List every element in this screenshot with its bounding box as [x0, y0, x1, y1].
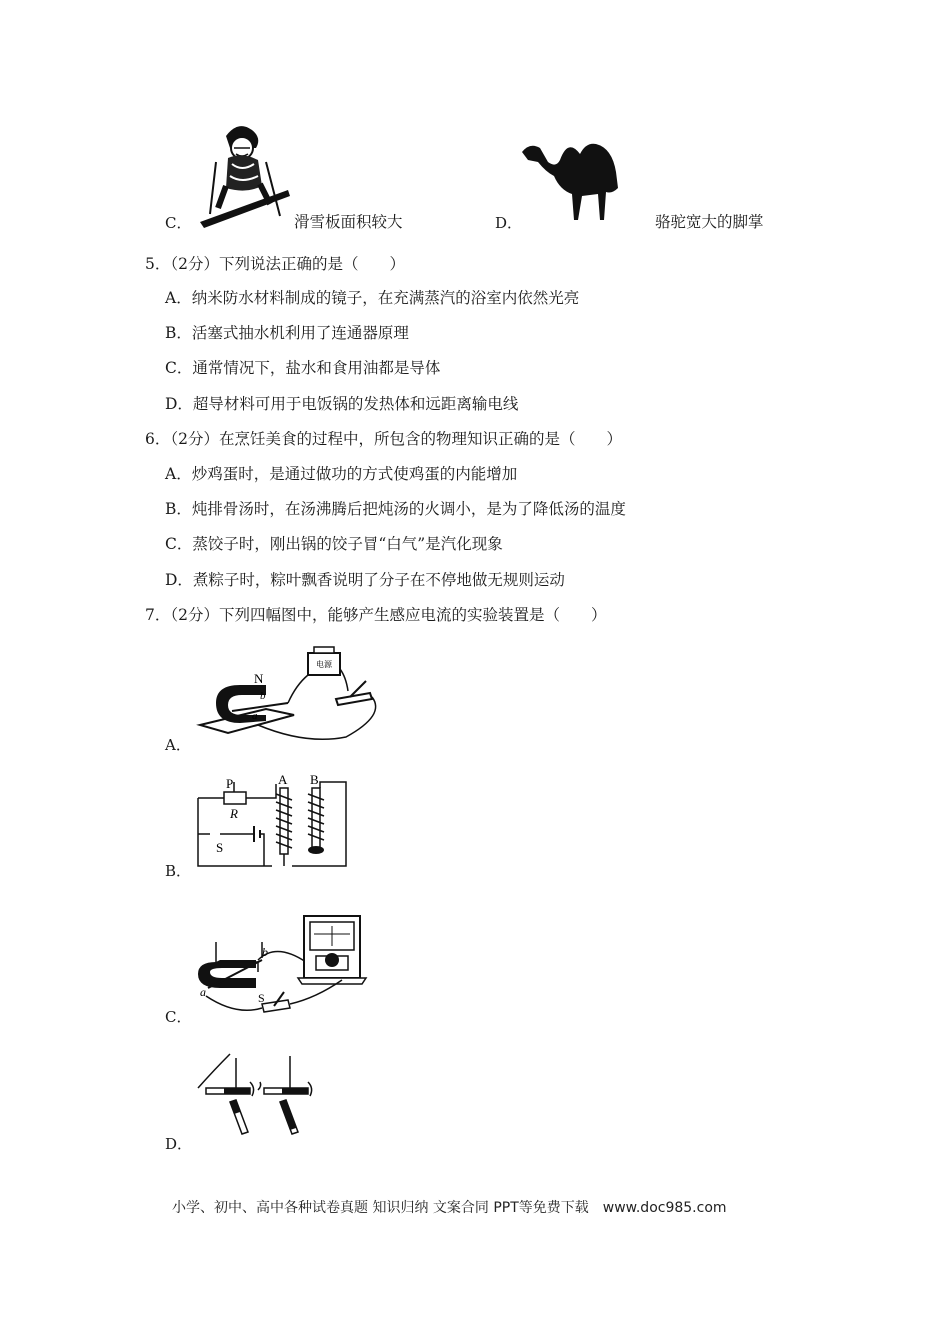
power-source-label: 电源 [316, 660, 332, 669]
q6-option-a: A．炒鸡蛋时，是通过做功的方式使鸡蛋的内能增加 [165, 465, 518, 483]
option-c-label: C． [165, 214, 192, 232]
switch-s-label: S [258, 991, 265, 1005]
q5-option-b: B．活塞式抽水机利用了连通器原理 [165, 324, 409, 342]
q5-stem: 5．（2分）下列说法正确的是（ ） [145, 255, 405, 273]
q6-option-d: D．煮粽子时，粽叶飘香说明了分子在不停地做无规则运动 [165, 571, 565, 589]
q5-option-a: A．纳米防水材料制成的镜子，在充满蒸汽的浴室内依然光亮 [165, 289, 580, 307]
switch-s-label: S [216, 840, 224, 855]
q7-label-d: D． [165, 1135, 193, 1153]
q7-label-b: B． [165, 862, 192, 880]
figure-c-induction-circuit [196, 912, 366, 1022]
conductor-a-label: a [252, 710, 258, 722]
electromagnet-a-label: A [278, 772, 288, 787]
figure-d-swinging-magnets [196, 1052, 316, 1138]
rheostat-p-label: P [226, 776, 234, 791]
option-d-label: D． [495, 214, 523, 232]
q7-label-a: A． [165, 736, 191, 754]
figure-b-electromagnet-circuit [194, 774, 354, 874]
skier-figure [196, 118, 292, 230]
q6-option-b: B．炖排骨汤时，在汤沸腾后把炖汤的火调小，是为了降低汤的温度 [165, 500, 626, 518]
camel-figure [520, 132, 624, 224]
option-c-text: 滑雪板面积较大 [294, 213, 403, 231]
conductor-b-label: b [262, 945, 268, 959]
page-footer: 小学、初中、高中各种试卷真题 知识归纳 文案合同 PPT等免费下载 www.doc985.com [172, 1200, 727, 1216]
figure-a-motor-circuit [196, 645, 386, 745]
q5-option-c: C．通常情况下，盐水和食用油都是导体 [165, 359, 441, 377]
conductor-b-label: b [260, 690, 266, 702]
q6-stem: 6．（2分）在烹饪美食的过程中，所包含的物理知识正确的是（ ） [145, 430, 622, 448]
q5-option-d: D．超导材料可用于电饭锅的发热体和远距离输电线 [165, 395, 519, 413]
q7-label-c: C． [165, 1008, 192, 1026]
rheostat-r-label: R [230, 806, 238, 821]
conductor-a-label: a [200, 985, 206, 999]
q6-option-c: C．蒸饺子时，刚出锅的饺子冒“白气”是汽化现象 [165, 535, 503, 553]
electromagnet-b-label: B [310, 772, 319, 787]
q7-stem: 7．（2分）下列四幅图中，能够产生感应电流的实验装置是（ ） [145, 606, 607, 624]
option-d-text: 骆驼宽大的脚掌 [655, 213, 764, 231]
magnet-n-label: N [254, 671, 264, 686]
